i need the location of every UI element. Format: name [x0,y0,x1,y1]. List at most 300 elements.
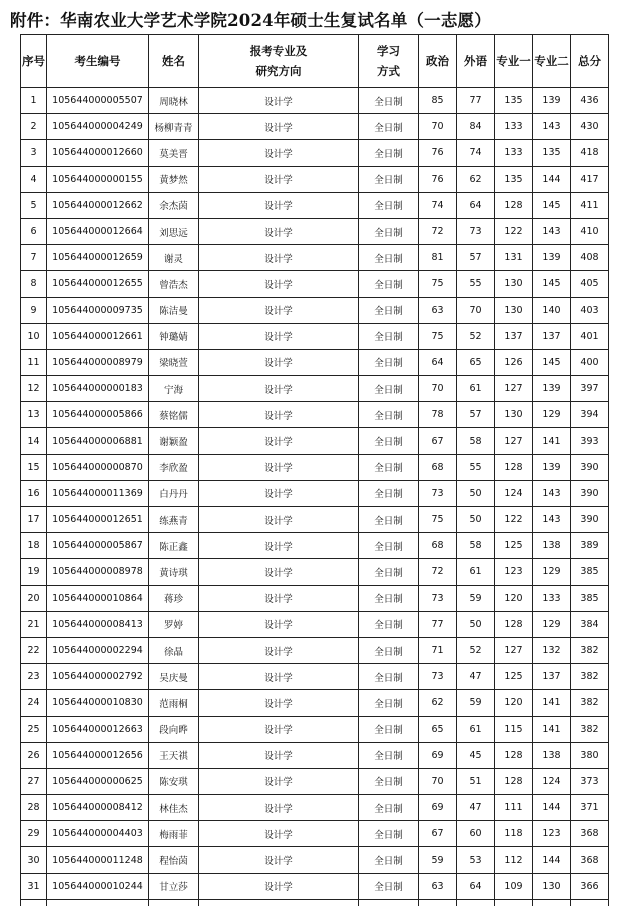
cell-mode: 全日制 [359,140,419,166]
cell-id: 105644000012655 [47,271,149,297]
cell-politics: 64 [419,349,457,375]
cell-politics: 69 [419,795,457,821]
cell-major: 设计学 [199,428,359,454]
cell-language: 50 [457,611,495,637]
table-header-row [21,35,609,88]
cell-id: 105644000008978 [47,559,149,585]
cell-spec2: 132 [533,637,571,663]
cell-id: 105644000012659 [47,245,149,271]
cell-politics: 68 [419,533,457,559]
cell-name: 曾浩杰 [149,271,199,297]
cell-politics: 70 [419,114,457,140]
cell-spec1: 130 [495,297,533,323]
cell-major: 设计学 [199,192,359,218]
cell-id: 105644000011369 [47,480,149,506]
document-title: 附件：华南农业大学艺术学院2024年硕士生复试名单（一志愿） [10,11,491,30]
header-major-line1: 报考专业及 [249,44,308,58]
cell-politics: 70 [419,768,457,794]
cell-major: 设计学 [199,742,359,768]
cell-no: 6 [21,218,47,244]
cell-spec2: 137 [533,323,571,349]
cell-mode: 全日制 [359,218,419,244]
cell-name: 罗婷 [149,611,199,637]
cell-major: 设计学 [199,507,359,533]
cell-name: 黄梦然 [149,166,199,192]
cell-name: 甘立莎 [149,873,199,899]
cell-major: 设计学 [199,533,359,559]
cell-empty [571,899,609,906]
cell-total: 368 [571,821,609,847]
table-row [21,559,609,585]
table-body [21,88,609,906]
cell-language: 53 [457,847,495,873]
cell-politics: 67 [419,821,457,847]
cell-no: 25 [21,716,47,742]
cell-total: 380 [571,742,609,768]
cell-language: 62 [457,166,495,192]
cell-no: 14 [21,428,47,454]
cell-spec2: 139 [533,245,571,271]
cell-mode: 全日制 [359,533,419,559]
table-row [21,637,609,663]
table-row [21,507,609,533]
cell-mode: 全日制 [359,873,419,899]
cell-spec1: 109 [495,873,533,899]
header-name: 姓名 [149,35,199,88]
cell-id: 105644000008413 [47,611,149,637]
cell-politics: 71 [419,637,457,663]
table-row [21,402,609,428]
cell-major: 设计学 [199,637,359,663]
cell-politics: 72 [419,218,457,244]
cell-major: 设计学 [199,690,359,716]
cell-language: 60 [457,821,495,847]
cell-total: 417 [571,166,609,192]
cell-spec1: 120 [495,690,533,716]
cell-id: 105644000004249 [47,114,149,140]
cell-language: 70 [457,297,495,323]
cell-spec1: 122 [495,507,533,533]
header-language: 外语 [457,35,495,88]
cell-spec1: 122 [495,218,533,244]
cell-total: 382 [571,637,609,663]
table-row [21,716,609,742]
cell-mode: 全日制 [359,480,419,506]
cell-language: 57 [457,245,495,271]
cell-no: 3 [21,140,47,166]
cell-total: 411 [571,192,609,218]
cell-spec2: 141 [533,716,571,742]
table-row [21,585,609,611]
cell-politics: 78 [419,402,457,428]
cell-total: 389 [571,533,609,559]
cell-id: 105644000006881 [47,428,149,454]
candidate-table [20,34,609,906]
cell-major: 设计学 [199,349,359,375]
cell-id: 105644000005507 [47,88,149,114]
cell-language: 84 [457,114,495,140]
cell-no: 8 [21,271,47,297]
cell-language: 50 [457,507,495,533]
cell-name: 刘思远 [149,218,199,244]
table-row [21,166,609,192]
cell-total: 403 [571,297,609,323]
table-row [21,873,609,899]
cell-mode: 全日制 [359,271,419,297]
cell-politics: 76 [419,140,457,166]
cell-major: 设计学 [199,454,359,480]
cell-empty [495,899,533,906]
table-row [21,218,609,244]
cell-empty [149,899,199,906]
cell-spec1: 115 [495,716,533,742]
cell-name: 李欣盈 [149,454,199,480]
table-row [21,192,609,218]
cell-no: 11 [21,349,47,375]
cell-politics: 76 [419,166,457,192]
cell-language: 64 [457,192,495,218]
cell-mode: 全日制 [359,323,419,349]
cell-spec2: 141 [533,428,571,454]
cell-spec1: 111 [495,795,533,821]
cell-major: 设计学 [199,402,359,428]
cell-total: 385 [571,559,609,585]
cell-no: 15 [21,454,47,480]
header-no: 序号 [21,35,47,88]
cell-name: 段向晔 [149,716,199,742]
cell-spec2: 139 [533,454,571,480]
cell-language: 61 [457,376,495,402]
cell-id: 105644000008412 [47,795,149,821]
cell-language: 47 [457,664,495,690]
cell-name: 余杰茵 [149,192,199,218]
cell-id: 105644000010244 [47,873,149,899]
cell-politics: 68 [419,454,457,480]
table-row [21,611,609,637]
cell-language: 50 [457,480,495,506]
cell-total: 390 [571,480,609,506]
cell-total: 408 [571,245,609,271]
cell-politics: 67 [419,428,457,454]
cell-mode: 全日制 [359,611,419,637]
cell-spec2: 144 [533,166,571,192]
table-row [21,349,609,375]
cell-mode: 全日制 [359,507,419,533]
cell-name: 谢灵 [149,245,199,271]
cell-major: 设计学 [199,664,359,690]
cell-total: 382 [571,690,609,716]
cell-spec1: 135 [495,166,533,192]
cell-no: 7 [21,245,47,271]
cell-mode: 全日制 [359,768,419,794]
cell-id: 105644000012651 [47,507,149,533]
cell-politics: 63 [419,873,457,899]
cell-spec2: 145 [533,192,571,218]
cell-name: 陈正鑫 [149,533,199,559]
header-major [199,35,359,88]
cell-language: 52 [457,323,495,349]
cell-name: 梅雨菲 [149,821,199,847]
cell-major: 设计学 [199,218,359,244]
cell-name: 吴庆曼 [149,664,199,690]
cell-spec2: 143 [533,480,571,506]
table-row [21,847,609,873]
table-row [21,533,609,559]
cell-total: 430 [571,114,609,140]
cell-name: 徐晶 [149,637,199,663]
cell-name: 黄诗琪 [149,559,199,585]
cell-mode: 全日制 [359,664,419,690]
cell-language: 45 [457,742,495,768]
cell-spec2: 140 [533,297,571,323]
cell-spec1: 135 [495,88,533,114]
table-row [21,245,609,271]
cell-name: 程怡茵 [149,847,199,873]
cell-id: 105644000002294 [47,637,149,663]
table-row [21,664,609,690]
cell-name: 宁海 [149,376,199,402]
cell-name: 蒋珍 [149,585,199,611]
table-row [21,140,609,166]
cell-name: 练燕青 [149,507,199,533]
cell-politics: 85 [419,88,457,114]
cell-spec1: 123 [495,559,533,585]
cell-total: 368 [571,847,609,873]
cell-id: 105644000005866 [47,402,149,428]
cell-no: 28 [21,795,47,821]
cell-spec2: 143 [533,218,571,244]
cell-name: 钟璐婧 [149,323,199,349]
cell-spec1: 120 [495,585,533,611]
cell-language: 64 [457,873,495,899]
cell-major: 设计学 [199,611,359,637]
cell-spec1: 128 [495,192,533,218]
cell-major: 设计学 [199,166,359,192]
table-row [21,297,609,323]
cell-spec2: 144 [533,795,571,821]
cell-spec1: 133 [495,114,533,140]
cell-id: 105644000002792 [47,664,149,690]
cell-spec2: 129 [533,559,571,585]
cell-spec1: 125 [495,664,533,690]
cell-no: 31 [21,873,47,899]
cell-politics: 70 [419,376,457,402]
table-row [21,742,609,768]
cell-major: 设计学 [199,585,359,611]
cell-no: 20 [21,585,47,611]
table-row [21,768,609,794]
cell-spec2: 139 [533,376,571,402]
cell-id: 105644000012663 [47,716,149,742]
cell-spec1: 128 [495,454,533,480]
cell-spec2: 124 [533,768,571,794]
cell-total: 390 [571,454,609,480]
cell-major: 设计学 [199,480,359,506]
cell-politics: 74 [419,192,457,218]
cell-total: 384 [571,611,609,637]
cell-spec2: 129 [533,402,571,428]
cell-politics: 72 [419,559,457,585]
cell-mode: 全日制 [359,428,419,454]
cell-total: 385 [571,585,609,611]
cell-no: 2 [21,114,47,140]
table-row [21,428,609,454]
cell-no: 18 [21,533,47,559]
cell-language: 57 [457,402,495,428]
header-mode-line1: 学习 [377,44,400,58]
cell-politics: 59 [419,847,457,873]
header-major-line2: 研究方向 [255,64,302,78]
cell-major: 设计学 [199,873,359,899]
header-spec2: 专业二 [533,35,571,88]
cell-no: 4 [21,166,47,192]
cell-mode: 全日制 [359,716,419,742]
table-row [21,480,609,506]
cell-name: 蔡铭儒 [149,402,199,428]
cell-language: 61 [457,559,495,585]
cell-mode: 全日制 [359,297,419,323]
cell-no: 9 [21,297,47,323]
cell-name: 王天祺 [149,742,199,768]
cell-id: 105644000004403 [47,821,149,847]
header-politics: 政治 [419,35,457,88]
cell-spec1: 118 [495,821,533,847]
cell-total: 393 [571,428,609,454]
table-row [21,323,609,349]
table-row [21,271,609,297]
cell-no: 21 [21,611,47,637]
cell-empty [21,899,47,906]
cell-language: 59 [457,585,495,611]
cell-id: 105644000000183 [47,376,149,402]
cell-major: 设计学 [199,376,359,402]
cell-major: 设计学 [199,114,359,140]
cell-language: 59 [457,690,495,716]
cell-major: 设计学 [199,795,359,821]
cell-language: 74 [457,140,495,166]
table-row-partial [21,899,609,906]
cell-major: 设计学 [199,88,359,114]
cell-spec1: 127 [495,428,533,454]
cell-name: 陈洁曼 [149,297,199,323]
cell-major: 设计学 [199,323,359,349]
cell-id: 105644000005867 [47,533,149,559]
cell-politics: 81 [419,245,457,271]
cell-mode: 全日制 [359,454,419,480]
cell-politics: 73 [419,585,457,611]
cell-spec1: 137 [495,323,533,349]
cell-language: 55 [457,454,495,480]
cell-major: 设计学 [199,245,359,271]
cell-no: 24 [21,690,47,716]
cell-no: 1 [21,88,47,114]
cell-spec2: 143 [533,114,571,140]
cell-no: 29 [21,821,47,847]
cell-major: 设计学 [199,847,359,873]
table-row [21,454,609,480]
cell-language: 61 [457,716,495,742]
cell-major: 设计学 [199,768,359,794]
cell-mode: 全日制 [359,88,419,114]
cell-total: 418 [571,140,609,166]
cell-mode: 全日制 [359,847,419,873]
cell-spec2: 138 [533,742,571,768]
cell-mode: 全日制 [359,821,419,847]
cell-spec2: 143 [533,507,571,533]
cell-total: 390 [571,507,609,533]
cell-name: 梁晓萱 [149,349,199,375]
cell-language: 77 [457,88,495,114]
cell-id: 105644000010864 [47,585,149,611]
cell-language: 58 [457,428,495,454]
cell-id: 105644000011248 [47,847,149,873]
cell-spec2: 135 [533,140,571,166]
cell-spec1: 125 [495,533,533,559]
cell-mode: 全日制 [359,742,419,768]
cell-total: 405 [571,271,609,297]
cell-no: 27 [21,768,47,794]
cell-id: 105644000012662 [47,192,149,218]
cell-mode: 全日制 [359,637,419,663]
cell-spec2: 123 [533,821,571,847]
cell-spec2: 137 [533,664,571,690]
cell-politics: 63 [419,297,457,323]
table-row [21,114,609,140]
cell-id: 105644000012661 [47,323,149,349]
cell-politics: 73 [419,664,457,690]
cell-name: 莫美晋 [149,140,199,166]
cell-name: 陈安琪 [149,768,199,794]
cell-total: 397 [571,376,609,402]
cell-id: 105644000012664 [47,218,149,244]
cell-spec2: 138 [533,533,571,559]
cell-politics: 69 [419,742,457,768]
header-spec1: 专业一 [495,35,533,88]
cell-name: 杨柳青青 [149,114,199,140]
header-mode [359,35,419,88]
cell-politics: 75 [419,323,457,349]
table-row [21,821,609,847]
cell-politics: 73 [419,480,457,506]
cell-language: 65 [457,349,495,375]
cell-language: 52 [457,637,495,663]
cell-id: 105644000012660 [47,140,149,166]
cell-no: 19 [21,559,47,585]
cell-spec1: 130 [495,402,533,428]
cell-no: 22 [21,637,47,663]
cell-language: 58 [457,533,495,559]
cell-politics: 65 [419,716,457,742]
cell-politics: 75 [419,271,457,297]
cell-no: 17 [21,507,47,533]
cell-total: 382 [571,664,609,690]
cell-major: 设计学 [199,716,359,742]
cell-spec1: 130 [495,271,533,297]
cell-spec1: 128 [495,742,533,768]
cell-empty [199,899,359,906]
cell-spec2: 133 [533,585,571,611]
cell-no: 5 [21,192,47,218]
cell-mode: 全日制 [359,559,419,585]
cell-major: 设计学 [199,559,359,585]
cell-id: 105644000008979 [47,349,149,375]
cell-mode: 全日制 [359,402,419,428]
cell-spec2: 144 [533,847,571,873]
cell-spec1: 127 [495,637,533,663]
cell-mode: 全日制 [359,192,419,218]
cell-major: 设计学 [199,271,359,297]
cell-total: 382 [571,716,609,742]
